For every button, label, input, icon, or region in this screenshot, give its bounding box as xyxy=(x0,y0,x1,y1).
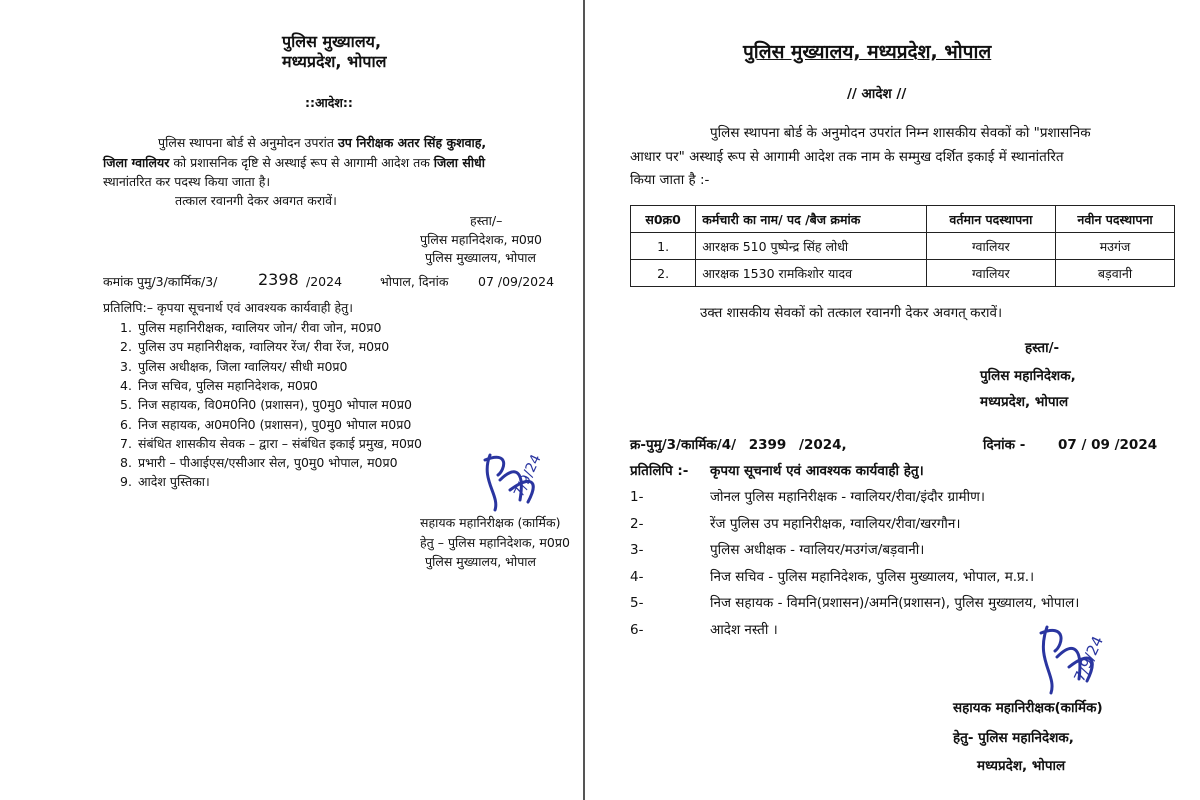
copy-list-number: 5- xyxy=(630,595,644,611)
copy-list-number: 7. xyxy=(120,435,132,451)
copy-list-text: पुलिस महानिरीक्षक, ग्वालियर जोन/ रीवा जोन, म0प्र0 xyxy=(138,320,382,335)
copy-list-text: निज सचिव - पुलिस महानिदेशक, पुलिस मुख्यालय, भोपाल, म.प्र.। xyxy=(710,568,1035,585)
copy-list-number: 4- xyxy=(630,568,644,585)
copy-list-text: जोनल पुलिस महानिरीक्षक - ग्वालियर/रीवा/इंदौर ग्रामीण। xyxy=(710,489,986,505)
reference-date: 07 /09/2024 xyxy=(478,274,555,289)
signature-date: 7/9/24 xyxy=(1070,633,1108,685)
copy-list-item xyxy=(630,542,924,558)
signature-date: 7/9/24 xyxy=(511,452,545,500)
copy-list-text: पुलिस अधीक्षक - ग्वालियर/मउगंज/बड़वानी। xyxy=(710,542,925,558)
transfer-table xyxy=(630,205,1175,287)
reference-year: /2024 xyxy=(306,274,343,289)
order-title: // आदेश // xyxy=(847,86,907,102)
body-line-4: तत्काल रवानगी देकर अवगत करावें। xyxy=(175,193,337,208)
cell-new-posting: मउगंज xyxy=(1056,233,1175,260)
reference-number: 2398 xyxy=(258,270,299,289)
copy-list-text: निज सहायक, वि0म0नि0 (प्रशासन), पु0मु0 भोपाल म0प्र0 xyxy=(138,397,412,413)
order-title: ::आदेश:: xyxy=(305,95,353,110)
footer-line-3: पुलिस मुख्यालय, भोपाल xyxy=(425,554,537,569)
copy-list-number: 1- xyxy=(630,489,644,505)
copy-list-text: संबंधित शासकीय सेवक – द्वारा – संबंधित इकाई प्रमुख, म0प्र0 xyxy=(138,435,422,451)
copy-list-item xyxy=(120,320,381,336)
footer-line-1: सहायक महानिरीक्षक(कार्मिक) xyxy=(953,700,1103,716)
reference-date: 07 / 09 /2024 xyxy=(1058,437,1158,453)
signed-label: हस्ता/- xyxy=(1025,340,1060,356)
cell-current-posting: ग्वालियर xyxy=(926,260,1055,287)
table-row xyxy=(631,260,1175,287)
body-line-1: पुलिस स्थापना बोर्ड के अनुमोदन उपरांत निम्न शासकीय सेवकों को "प्रशासनिक xyxy=(710,125,1091,141)
copy-list-number: 2- xyxy=(630,515,644,532)
copy-list-text: रेंज पुलिस उप महानिरीक्षक, ग्वालियर/रीवा/खरगौन। xyxy=(710,515,961,532)
header-line-2: मध्यप्रदेश, भोपाल xyxy=(282,52,387,71)
body-line-2: जिला ग्वालियर को प्रशासनिक दृष्टि से अस्थाई रूप से आगामी आदेश तक जिला सीधी xyxy=(103,155,485,170)
col-header-employee: कर्मचारी का नाम/ पद /बैज क्रमांक xyxy=(696,206,926,233)
copy-list-text: निज सहायक - विमनि(प्रशासन)/अमनि(प्रशासन), पुलिस मुख्यालय, भोपाल। xyxy=(710,595,1080,611)
copy-intro: प्रतिलिपि:– कृपया सूचनार्थ एवं आवश्यक कार्यवाही हेतु। xyxy=(103,300,353,315)
reference-date-label: दिनांक - xyxy=(983,437,1026,453)
header-title: पुलिस मुख्यालय, मध्यप्रदेश, भोपाल xyxy=(743,41,992,63)
footer-line-2: हेतु – पुलिस महानिदेशक, म0प्र0 xyxy=(420,535,570,550)
col-header-serial: स0क्र0 xyxy=(631,206,696,233)
copy-list-item xyxy=(120,436,422,452)
table-row xyxy=(631,233,1175,260)
reference-prefix: कमांक पुमु/3/कार्मिक/3/ xyxy=(103,274,218,289)
signature-mark xyxy=(1025,615,1145,705)
footer-line-3: मध्यप्रदेश, भोपाल xyxy=(977,758,1066,774)
signatory-office: पुलिस मुख्यालय, भोपाल xyxy=(425,250,537,265)
copy-list-number: 6. xyxy=(120,416,132,432)
signature-mark xyxy=(470,440,580,520)
body-line-3: स्थानांतरित कर पदस्थ किया जाता है। xyxy=(103,174,271,189)
reference-number: 2399 xyxy=(748,437,787,453)
copy-list-item xyxy=(630,569,1034,585)
signatory-office: मध्यप्रदेश, भोपाल xyxy=(980,394,1069,410)
signed-label: हस्ता/– xyxy=(470,213,503,228)
copy-list-item xyxy=(120,339,389,355)
copy-list-number: 2. xyxy=(120,339,132,355)
copy-list-text: निज सहायक, अ0म0नि0 (प्रशासन), पु0मु0 भोपाल म0प्र0 xyxy=(138,416,412,432)
copy-list-number: 6- xyxy=(630,621,644,638)
reference-line xyxy=(630,437,847,453)
copy-list-text: पुलिस अधीक्षक, जिला ग्वालियर/ सीधी म0प्र0 xyxy=(138,358,348,374)
copy-list-number: 3. xyxy=(120,358,132,374)
copy-list-number: 1. xyxy=(120,320,132,335)
body-line-3: किया जाता है :- xyxy=(630,172,710,188)
copy-list-item xyxy=(120,455,398,471)
cell-employee: आरक्षक 510 पुष्पेन्द्र सिंह लोधी xyxy=(696,233,926,260)
copy-list-text: आदेश नस्ती । xyxy=(710,621,778,638)
right-order-page xyxy=(585,0,1200,800)
body-line-1: पुलिस स्थापना बोर्ड से अनुमोदन उपरांत उप निरीक्षक अतर सिंह कुशवाह, xyxy=(158,135,487,150)
copy-list-number: 3- xyxy=(630,542,644,558)
signatory-title: पुलिस महानिदेशक, म0प्र0 xyxy=(420,232,542,247)
copy-list-item xyxy=(120,378,318,394)
copy-list-item xyxy=(120,397,412,413)
copy-list-number: 9. xyxy=(120,474,132,490)
cell-current-posting: ग्वालियर xyxy=(926,233,1055,260)
cell-employee: आरक्षक 1530 रामकिशोर यादव xyxy=(696,260,926,287)
body-line-2: आधार पर" अस्थाई रूप से आगामी आदेश तक नाम के सम्मुख दर्शित इकाई में स्थानांतरित xyxy=(630,149,1064,165)
copy-list-text: आदेश पुस्तिका। xyxy=(138,474,210,490)
copy-list-item xyxy=(120,474,210,490)
left-order-page xyxy=(0,0,583,800)
footer-line-1: सहायक महानिरीक्षक (कार्मिक) xyxy=(420,515,561,530)
copy-list-text: पुलिस उप महानिरीक्षक, ग्वालियर रेंज/ रीवा रेंज, म0प्र0 xyxy=(138,339,390,355)
col-header-current-posting: वर्तमान पदस्थापना xyxy=(926,206,1055,233)
copy-list-text: निज सचिव, पुलिस महानिदेशक, म0प्र0 xyxy=(138,377,318,393)
cell-new-posting: बड़वानी xyxy=(1056,260,1175,287)
table-header-row xyxy=(631,206,1175,233)
copy-list-item xyxy=(120,359,347,375)
footer-line-2: हेतु- पुलिस महानिदेशक, xyxy=(953,730,1074,746)
copy-list-item xyxy=(120,417,411,433)
reference-place-date: भोपाल, दिनांक xyxy=(380,274,449,289)
copy-list-item xyxy=(630,595,1079,611)
signatory-title: पुलिस महानिदेशक, xyxy=(980,368,1076,384)
reference-prefix: क्र-पुमु/3/कार्मिक/4/ xyxy=(630,437,737,453)
copy-label: प्रतिलिपि :- xyxy=(630,463,689,479)
copy-list-item xyxy=(630,489,985,505)
header-line-1: पुलिस मुख्यालय, xyxy=(282,32,382,51)
copy-list-number: 4. xyxy=(120,377,132,393)
copy-list-item xyxy=(630,516,960,532)
copy-list-number: 8. xyxy=(120,455,132,471)
copy-list-number: 5. xyxy=(120,397,132,413)
instruction-line: उक्त शासकीय सेवकों को तत्काल रवानगी देकर अवगत् करावें। xyxy=(700,305,1003,321)
copy-intro: कृपया सूचनार्थ एवं आवश्यक कार्यवाही हेतु। xyxy=(710,463,924,479)
cell-serial: 1. xyxy=(631,233,696,260)
copy-list-item xyxy=(630,622,778,638)
col-header-new-posting: नवीन पदस्थापना xyxy=(1056,206,1175,233)
cell-serial: 2. xyxy=(631,260,696,287)
copy-list-text: प्रभारी – पीआईएस/एसीआर सेल, पु0मु0 भोपाल, म0प्र0 xyxy=(138,455,398,471)
reference-year: /2024, xyxy=(799,437,847,453)
